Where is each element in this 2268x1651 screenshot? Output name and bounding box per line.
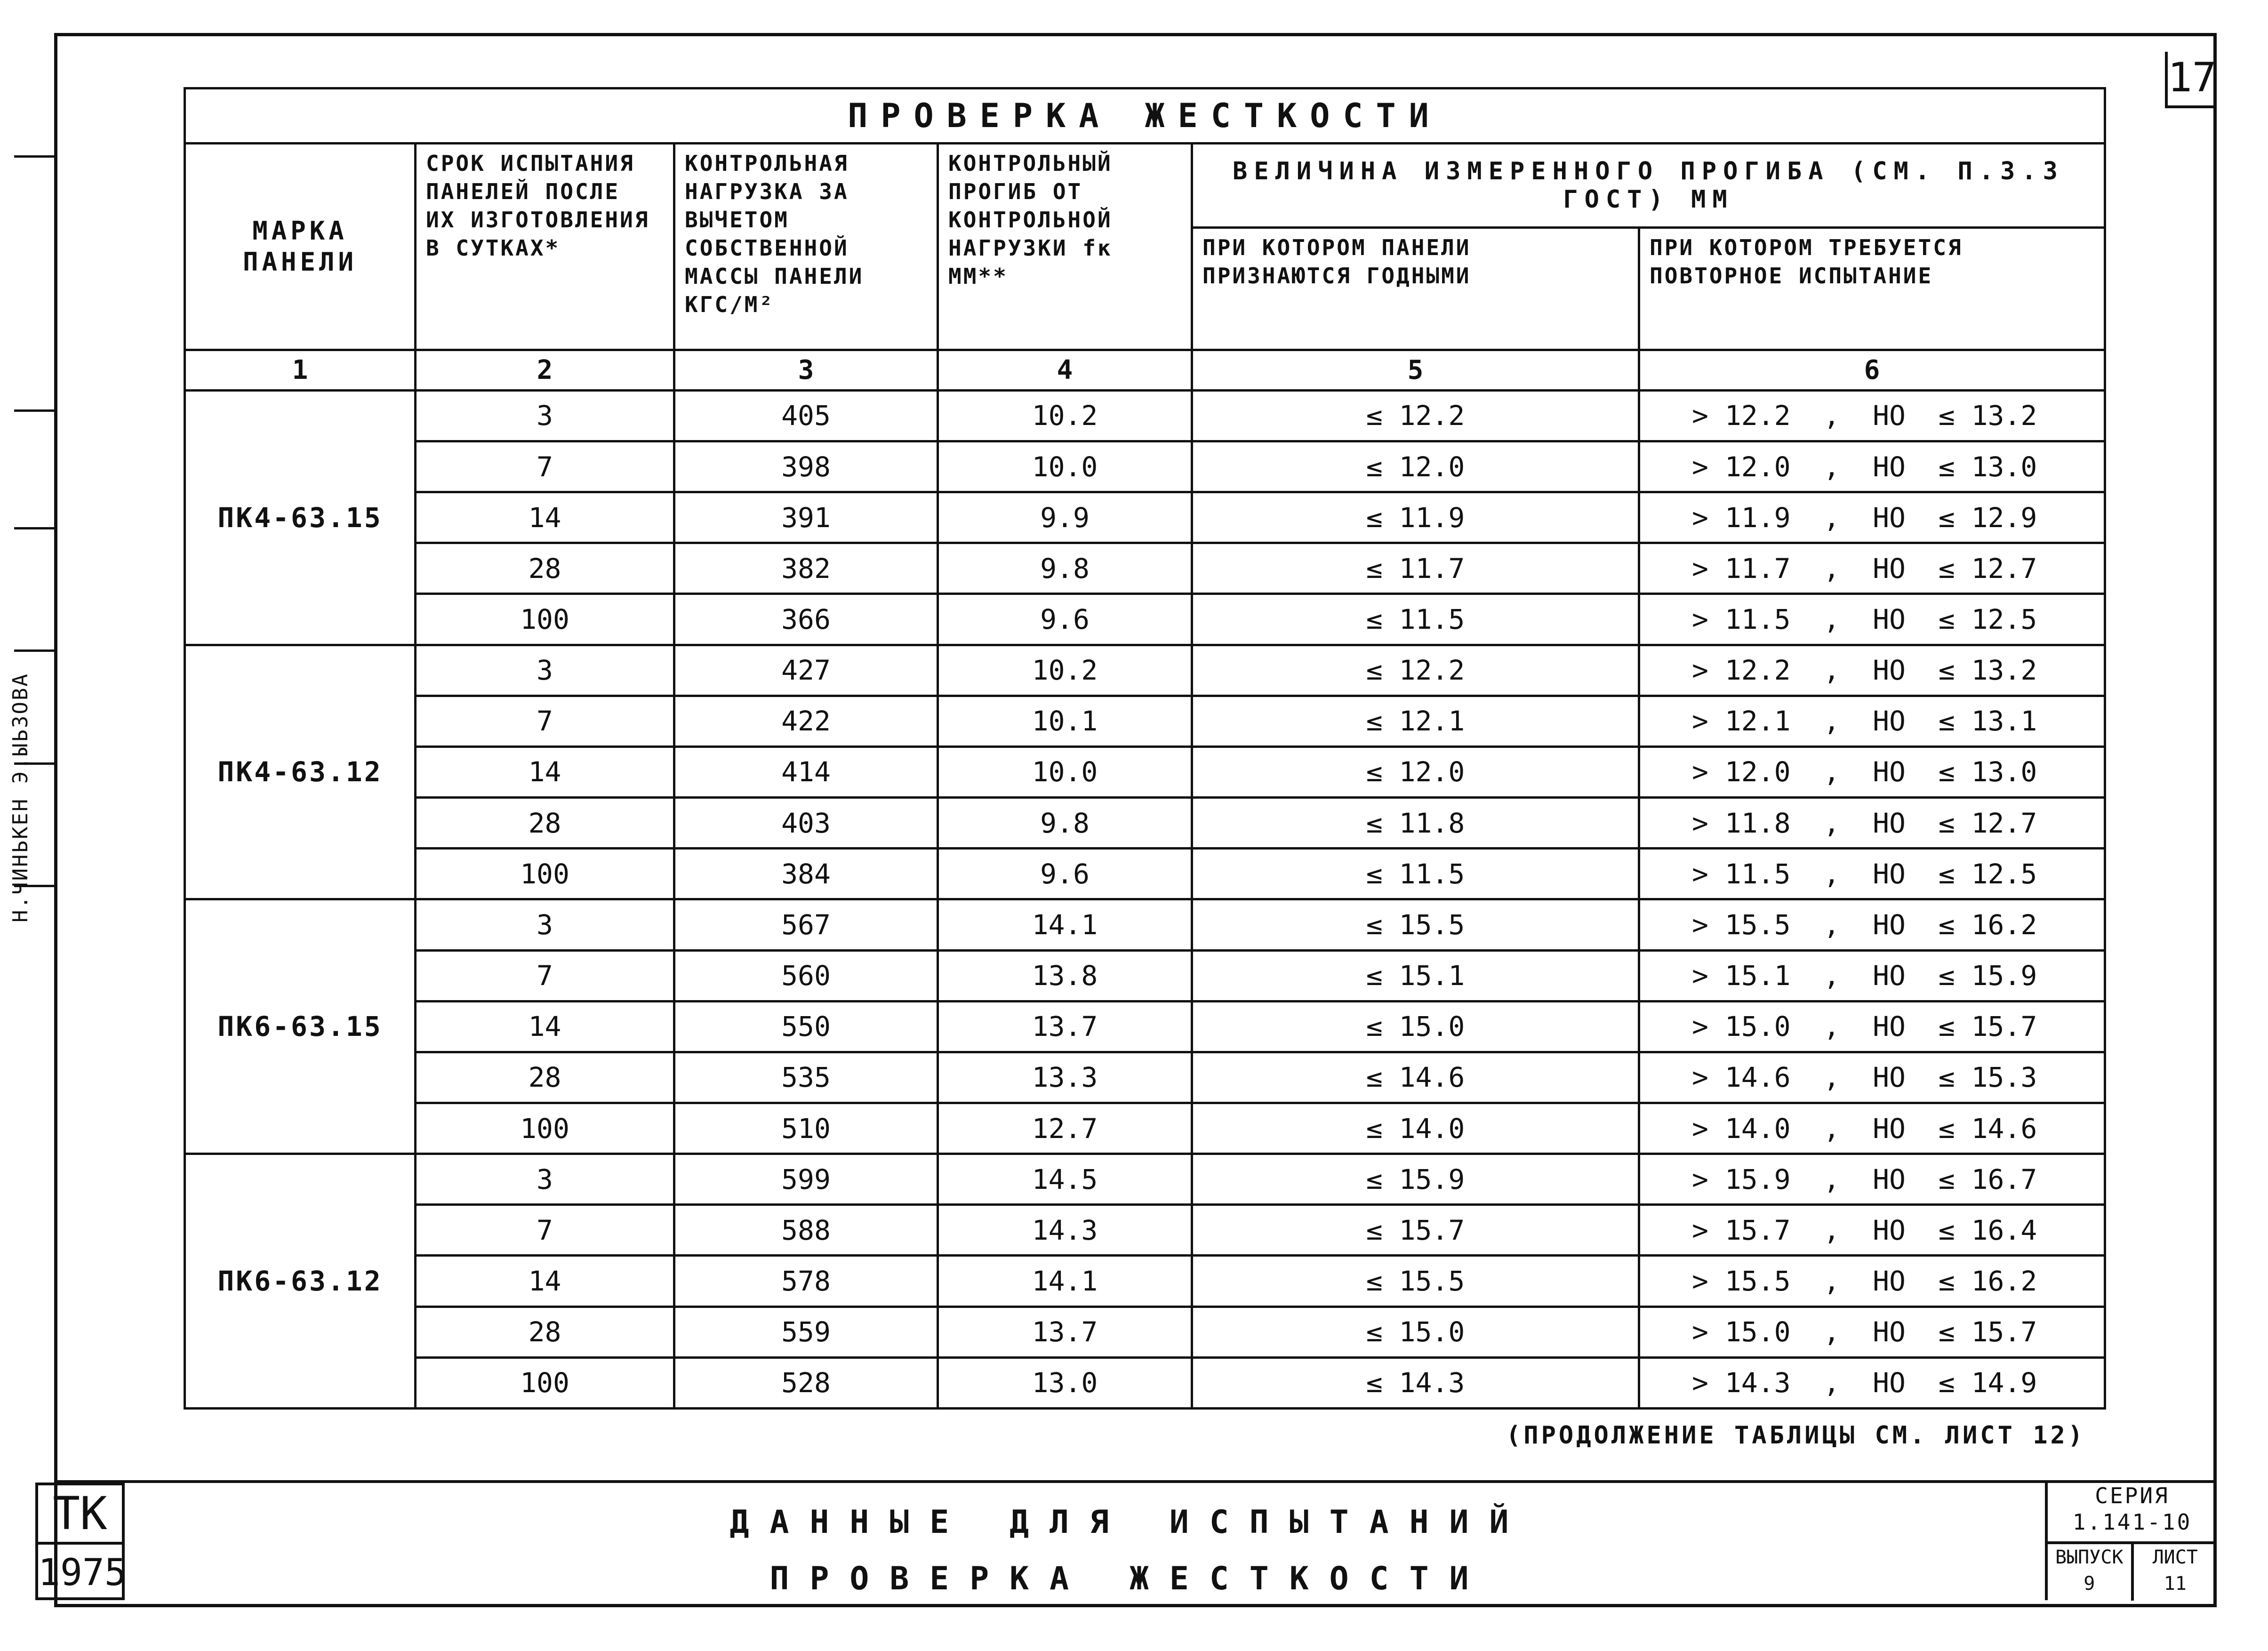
- org-code: ТК: [38, 1485, 122, 1545]
- header-control-deflection: КОНТРОЛЬНЫЙ ПРОГИБ ОТ КОНТРОЛЬНОЙ НАГРУЗКИ fк ММ**: [938, 144, 1192, 350]
- accepted-deflection: ≤ 12.1: [1192, 696, 1639, 746]
- test-days: 7: [416, 950, 674, 1001]
- control-deflection: 13.7: [938, 1306, 1192, 1357]
- header-measured-deflection: ВЕЛИЧИНА ИЗМЕРЕННОГО ПРОГИБА (СМ. П.3.3 ГОСТ) ММ: [1192, 144, 2105, 228]
- control-deflection: 10.2: [938, 390, 1192, 441]
- control-load: 382: [674, 543, 938, 594]
- margin-tick: [14, 155, 54, 158]
- test-days: 14: [416, 1256, 674, 1306]
- accepted-deflection: ≤ 15.1: [1192, 950, 1639, 1001]
- column-number: 5: [1192, 350, 1639, 391]
- table-row: [185, 696, 2105, 746]
- table-row: [185, 798, 2105, 849]
- accepted-deflection: ≤ 15.0: [1192, 1001, 1639, 1052]
- table-row: [185, 746, 2105, 797]
- control-load: 405: [674, 390, 938, 441]
- control-load: 427: [674, 645, 938, 696]
- accepted-deflection: ≤ 12.0: [1192, 441, 1639, 492]
- test-days: 3: [416, 390, 674, 441]
- test-days: 28: [416, 798, 674, 849]
- test-days: 14: [416, 1001, 674, 1052]
- accepted-deflection: ≤ 14.3: [1192, 1357, 1639, 1408]
- control-deflection: 13.7: [938, 1001, 1192, 1052]
- series-label: СЕРИЯ: [2095, 1483, 2170, 1508]
- panel-mark: ПК4-63.12: [185, 645, 416, 899]
- control-load: 510: [674, 1103, 938, 1154]
- control-deflection: 14.1: [938, 899, 1192, 950]
- header-control-load: КОНТРОЛЬНАЯ НАГРУЗКА ЗА ВЫЧЕТОМ СОБСТВЕННОЙ МАССЫ ПАНЕЛИ КГС/М²: [674, 144, 938, 350]
- table-row: [185, 645, 2105, 696]
- table-row: [185, 849, 2105, 899]
- retest-deflection: > 12.1 , НО ≤ 13.1: [1639, 696, 2105, 746]
- control-load: 578: [674, 1256, 938, 1306]
- issue-cell: [2048, 1544, 2131, 1601]
- retest-deflection: > 15.1 , НО ≤ 15.9: [1639, 950, 2105, 1001]
- table-title: ПРОВЕРКА ЖЕСТКОСТИ: [185, 88, 2105, 144]
- control-deflection: 10.0: [938, 441, 1192, 492]
- accepted-deflection: ≤ 11.5: [1192, 849, 1639, 899]
- year: 1975: [38, 1552, 127, 1594]
- title-line-1: ДАННЫЕ ДЛЯ ИСПЫТАНИЙ: [729, 1504, 1530, 1541]
- series-value: 1.141-10: [2072, 1509, 2192, 1535]
- issue-label: ВЫПУСК: [2055, 1547, 2124, 1568]
- table-row: [185, 1154, 2105, 1205]
- table-row: [185, 1103, 2105, 1154]
- sheet-number: 17: [2165, 52, 2216, 108]
- test-days: 3: [416, 899, 674, 950]
- control-load: 384: [674, 849, 938, 899]
- control-load: 366: [674, 594, 938, 645]
- table-row: [185, 1001, 2105, 1052]
- table-row: [185, 492, 2105, 543]
- retest-deflection: > 12.2 , НО ≤ 13.2: [1639, 645, 2105, 696]
- test-days: 28: [416, 1306, 674, 1357]
- control-deflection: 13.3: [938, 1052, 1192, 1103]
- control-load: 391: [674, 492, 938, 543]
- table-row: [185, 1256, 2105, 1306]
- retest-deflection: > 12.0 , НО ≤ 13.0: [1639, 441, 2105, 492]
- retest-deflection: > 14.6 , НО ≤ 15.3: [1639, 1052, 2105, 1103]
- retest-deflection: > 15.5 , НО ≤ 16.2: [1639, 899, 2105, 950]
- control-load: 422: [674, 696, 938, 746]
- retest-deflection: > 11.7 , НО ≤ 12.7: [1639, 543, 2105, 594]
- control-load: 535: [674, 1052, 938, 1103]
- test-days: 7: [416, 1205, 674, 1256]
- test-days: 100: [416, 1103, 674, 1154]
- table-row: [185, 594, 2105, 645]
- retest-deflection: > 12.0 , НО ≤ 13.0: [1639, 746, 2105, 797]
- margin-tick: [14, 527, 54, 529]
- control-deflection: 9.8: [938, 543, 1192, 594]
- sheet-label: ЛИСТ: [2152, 1547, 2198, 1568]
- table-row: [185, 1357, 2105, 1408]
- issue-sheet-row: [2048, 1544, 2217, 1601]
- accepted-deflection: ≤ 11.7: [1192, 543, 1639, 594]
- title-line-2: ПРОВЕРКА ЖЕСТКОСТИ: [769, 1560, 1490, 1597]
- control-load: 599: [674, 1154, 938, 1205]
- control-deflection: 9.8: [938, 798, 1192, 849]
- test-days: 100: [416, 594, 674, 645]
- control-deflection: 10.0: [938, 746, 1192, 797]
- continuation-note: (ПРОДОЛЖЕНИЕ ТАБЛИЦЫ СМ. ЛИСТ 12): [1506, 1421, 2086, 1450]
- accepted-deflection: ≤ 12.2: [1192, 390, 1639, 441]
- control-deflection: 10.2: [938, 645, 1192, 696]
- accepted-deflection: ≤ 15.9: [1192, 1154, 1639, 1205]
- series-cell: [2048, 1483, 2217, 1544]
- margin-tick: [14, 409, 54, 412]
- column-number: 3: [674, 350, 938, 391]
- control-load: 560: [674, 950, 938, 1001]
- control-deflection: 13.8: [938, 950, 1192, 1001]
- side-approval-note: Н.ЧИНЬКЕН Э.ЫЬЗОВА: [8, 673, 32, 922]
- sheet-cell: [2131, 1544, 2217, 1601]
- table-row: [185, 899, 2105, 950]
- series-box: [2045, 1483, 2217, 1600]
- retest-deflection: > 15.5 , НО ≤ 16.2: [1639, 1256, 2105, 1306]
- accepted-deflection: ≤ 15.0: [1192, 1306, 1639, 1357]
- control-load: 550: [674, 1001, 938, 1052]
- retest-deflection: > 12.2 , НО ≤ 13.2: [1639, 390, 2105, 441]
- test-days: 14: [416, 492, 674, 543]
- accepted-deflection: ≤ 15.5: [1192, 899, 1639, 950]
- control-deflection: 9.6: [938, 849, 1192, 899]
- test-days: 28: [416, 1052, 674, 1103]
- retest-deflection: > 11.9 , НО ≤ 12.9: [1639, 492, 2105, 543]
- control-load: 528: [674, 1357, 938, 1408]
- control-load: 403: [674, 798, 938, 849]
- test-days: 3: [416, 1154, 674, 1205]
- control-load: 559: [674, 1306, 938, 1357]
- stiffness-table: [184, 87, 2106, 1410]
- table-row: [185, 1306, 2105, 1357]
- retest-deflection: > 15.0 , НО ≤ 15.7: [1639, 1306, 2105, 1357]
- control-deflection: 14.5: [938, 1154, 1192, 1205]
- control-deflection: 14.3: [938, 1205, 1192, 1256]
- test-days: 28: [416, 543, 674, 594]
- sheet-value: 11: [2164, 1573, 2187, 1595]
- control-load: 588: [674, 1205, 938, 1256]
- panel-mark: ПК6-63.12: [185, 1154, 416, 1409]
- panel-mark: ПК6-63.15: [185, 899, 416, 1154]
- retest-deflection: > 14.3 , НО ≤ 14.9: [1639, 1357, 2105, 1408]
- accepted-deflection: ≤ 11.8: [1192, 798, 1639, 849]
- control-deflection: 13.0: [938, 1357, 1192, 1408]
- test-days: 100: [416, 849, 674, 899]
- header-retest: ПРИ КОТОРОМ ТРЕБУЕТСЯ ПОВТОРНОЕ ИСПЫТАНИЕ: [1639, 227, 2105, 350]
- retest-deflection: > 11.8 , НО ≤ 12.7: [1639, 798, 2105, 849]
- header-accepted: ПРИ КОТОРОМ ПАНЕЛИ ПРИЗНАЮТСЯ ГОДНЫМИ: [1192, 227, 1639, 350]
- title-block-line: [54, 1480, 2217, 1483]
- control-deflection: 14.1: [938, 1256, 1192, 1306]
- header-test-period: СРОК ИСПЫТАНИЯ ПАНЕЛЕЙ ПОСЛЕ ИХ ИЗГОТОВЛЕНИЯ В СУТКАХ*: [416, 144, 674, 350]
- retest-deflection: > 15.0 , НО ≤ 15.7: [1639, 1001, 2105, 1052]
- accepted-deflection: ≤ 11.9: [1192, 492, 1639, 543]
- retest-deflection: > 11.5 , НО ≤ 12.5: [1639, 849, 2105, 899]
- control-load: 398: [674, 441, 938, 492]
- column-number: 4: [938, 350, 1192, 391]
- accepted-deflection: ≤ 15.5: [1192, 1256, 1639, 1306]
- column-number: 6: [1639, 350, 2105, 391]
- accepted-deflection: ≤ 11.5: [1192, 594, 1639, 645]
- org-box: [35, 1483, 125, 1600]
- accepted-deflection: ≤ 14.0: [1192, 1103, 1639, 1154]
- accepted-deflection: ≤ 12.0: [1192, 746, 1639, 797]
- test-days: 100: [416, 1357, 674, 1408]
- table-row: [185, 543, 2105, 594]
- control-deflection: 9.6: [938, 594, 1192, 645]
- test-days: 3: [416, 645, 674, 696]
- retest-deflection: > 11.5 , НО ≤ 12.5: [1639, 594, 2105, 645]
- column-number: 2: [416, 350, 674, 391]
- issue-value: 9: [2084, 1573, 2095, 1595]
- table-row: [185, 390, 2105, 441]
- retest-deflection: > 15.9 , НО ≤ 16.7: [1639, 1154, 2105, 1205]
- accepted-deflection: ≤ 15.7: [1192, 1205, 1639, 1256]
- accepted-deflection: ≤ 14.6: [1192, 1052, 1639, 1103]
- table-row: [185, 950, 2105, 1001]
- test-days: 7: [416, 696, 674, 746]
- header-panel-mark: МАРКА ПАНЕЛИ: [185, 144, 416, 350]
- control-deflection: 9.9: [938, 492, 1192, 543]
- test-days: 14: [416, 746, 674, 797]
- title-block-title: [659, 1494, 1600, 1607]
- margin-tick: [14, 649, 54, 652]
- table-row: [185, 1052, 2105, 1103]
- accepted-deflection: ≤ 12.2: [1192, 645, 1639, 696]
- test-days: 7: [416, 441, 674, 492]
- retest-deflection: > 14.0 , НО ≤ 14.6: [1639, 1103, 2105, 1154]
- control-deflection: 10.1: [938, 696, 1192, 746]
- table-row: [185, 441, 2105, 492]
- control-load: 414: [674, 746, 938, 797]
- column-number: 1: [185, 350, 416, 391]
- retest-deflection: > 15.7 , НО ≤ 16.4: [1639, 1205, 2105, 1256]
- table-row: [185, 1205, 2105, 1256]
- control-deflection: 12.7: [938, 1103, 1192, 1154]
- control-load: 567: [674, 899, 938, 950]
- panel-mark: ПК4-63.15: [185, 390, 416, 645]
